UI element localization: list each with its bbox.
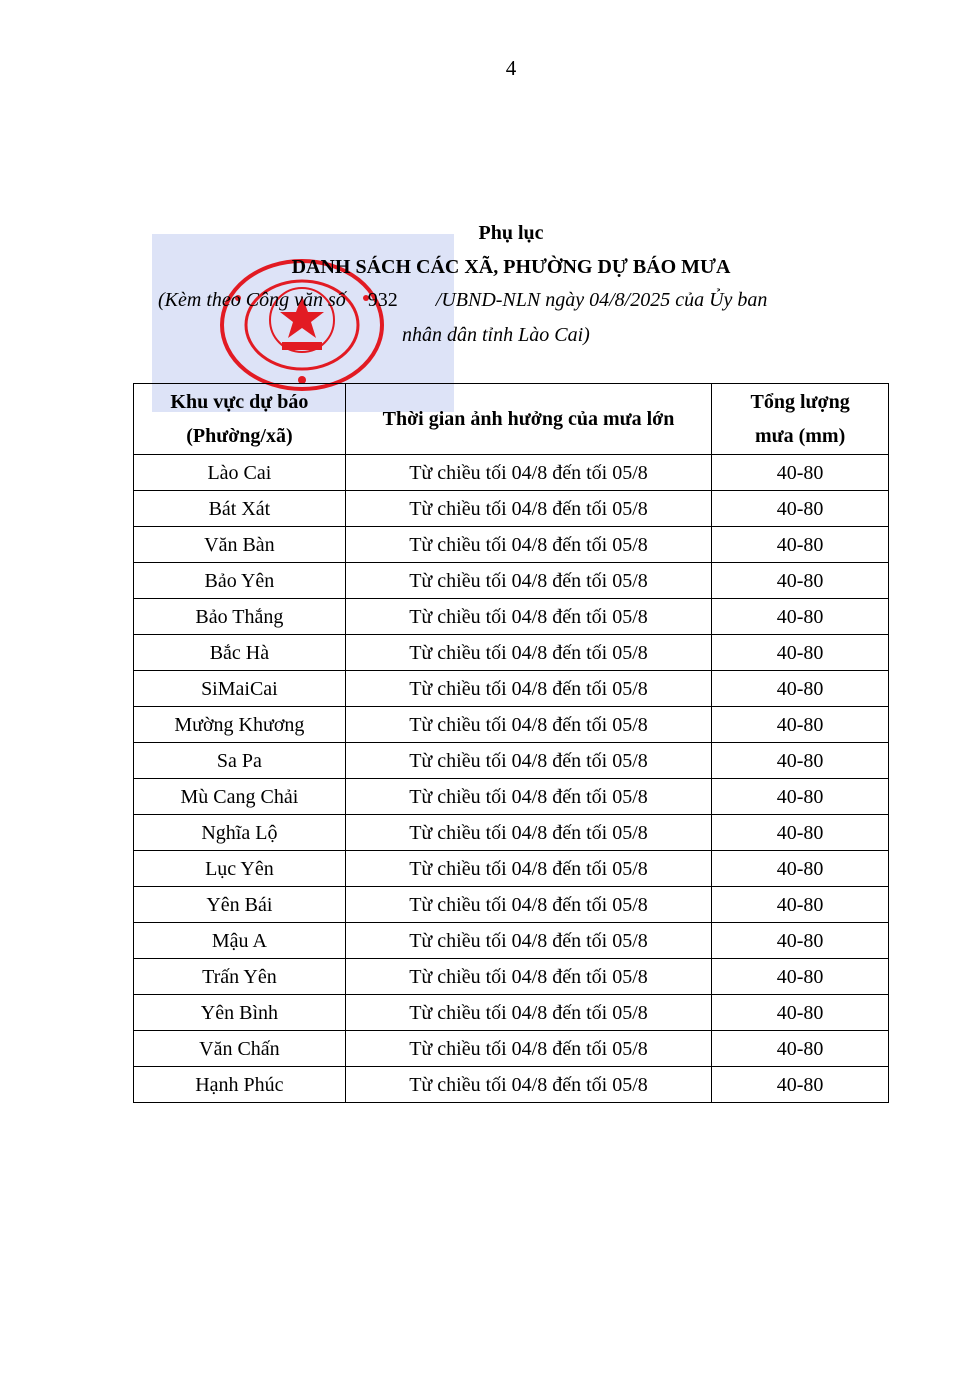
area-cell: Bắc Hà [134, 635, 346, 671]
header-rainfall-line-1: Tổng lượng [750, 391, 850, 413]
rainfall-cell: 40-80 [712, 1031, 889, 1067]
time-cell: Từ chiều tối 04/8 đến tối 05/8 [345, 923, 711, 959]
time-cell: Từ chiều tối 04/8 đến tối 05/8 [345, 887, 711, 923]
area-cell: Mù Cang Chải [134, 779, 346, 815]
subtitle-suffix: /UBND-NLN ngày 04/8/2025 của Ủy ban [435, 289, 768, 311]
rainfall-cell: 40-80 [712, 455, 889, 491]
area-cell: Văn Chấn [134, 1031, 346, 1067]
area-cell: Bát Xát [134, 491, 346, 527]
header-time-label: Thời gian ảnh hưởng của mưa lớn [382, 408, 675, 430]
table-row [134, 491, 889, 527]
header-area-line-2: (Phường/xã) [186, 425, 293, 447]
area-cell: Hạnh Phúc [134, 1067, 346, 1103]
area-cell: Bảo Thắng [134, 599, 346, 635]
time-cell: Từ chiều tối 04/8 đến tối 05/8 [345, 635, 711, 671]
rainfall-cell: 40-80 [712, 563, 889, 599]
subtitle-prefix: (Kèm theo Công văn số [158, 289, 346, 311]
header-rainfall-line-2: mưa (mm) [754, 425, 846, 447]
area-cell: Mậu A [134, 923, 346, 959]
rainfall-cell: 40-80 [712, 743, 889, 779]
rainfall-cell: 40-80 [712, 995, 889, 1031]
rainfall-cell: 40-80 [712, 959, 889, 995]
rainfall-cell: 40-80 [712, 599, 889, 635]
table-row [134, 527, 889, 563]
area-cell: Trấn Yên [134, 959, 346, 995]
table-row [134, 923, 889, 959]
table-row [134, 887, 889, 923]
rainfall-cell: 40-80 [712, 635, 889, 671]
time-cell: Từ chiều tối 04/8 đến tối 05/8 [345, 707, 711, 743]
rainfall-cell: 40-80 [712, 851, 889, 887]
time-cell: Từ chiều tối 04/8 đến tối 05/8 [345, 1031, 711, 1067]
table-row [134, 671, 889, 707]
rainfall-cell: 40-80 [712, 923, 889, 959]
rainfall-cell: 40-80 [712, 887, 889, 923]
time-cell: Từ chiều tối 04/8 đến tối 05/8 [345, 491, 711, 527]
table-row [134, 851, 889, 887]
table-row [134, 779, 889, 815]
list-title: DANH SÁCH CÁC XÃ, PHƯỜNG DỰ BÁO MƯA [291, 256, 731, 278]
time-cell: Từ chiều tối 04/8 đến tối 05/8 [345, 779, 711, 815]
table-row [134, 995, 889, 1031]
header-rainfall [712, 384, 889, 455]
time-cell: Từ chiều tối 04/8 đến tối 05/8 [345, 743, 711, 779]
time-cell: Từ chiều tối 04/8 đến tối 05/8 [345, 815, 711, 851]
time-cell: Từ chiều tối 04/8 đến tối 05/8 [345, 995, 711, 1031]
time-cell: Từ chiều tối 04/8 đến tối 05/8 [345, 563, 711, 599]
table-row [134, 1031, 889, 1067]
time-cell: Từ chiều tối 04/8 đến tối 05/8 [345, 671, 711, 707]
area-cell: Mường Khương [134, 707, 346, 743]
table-row [134, 707, 889, 743]
page-number: 4 [505, 56, 517, 80]
rainfall-cell: 40-80 [712, 491, 889, 527]
table-row [134, 1067, 889, 1103]
appendix-label: Phụ lục [478, 222, 544, 244]
subtitle-line-1 [158, 283, 767, 317]
time-cell: Từ chiều tối 04/8 đến tối 05/8 [345, 455, 711, 491]
table-row [134, 599, 889, 635]
area-cell: SiMaiCai [134, 671, 346, 707]
document-number: 932 [367, 289, 398, 311]
time-cell: Từ chiều tối 04/8 đến tối 05/8 [345, 599, 711, 635]
area-cell: Lào Cai [134, 455, 346, 491]
rainfall-cell: 40-80 [712, 527, 889, 563]
header-area [134, 384, 346, 455]
subtitle-line-2: nhân dân tỉnh Lào Cai) [402, 324, 590, 346]
area-cell: Sa Pa [134, 743, 346, 779]
header-time [345, 384, 711, 455]
area-cell: Yên Bình [134, 995, 346, 1031]
header-area-line-1: Khu vực dự báo [170, 391, 309, 413]
table-row [134, 455, 889, 491]
table-row [134, 743, 889, 779]
time-cell: Từ chiều tối 04/8 đến tối 05/8 [345, 527, 711, 563]
area-cell: Bảo Yên [134, 563, 346, 599]
rainfall-cell: 40-80 [712, 1067, 889, 1103]
time-cell: Từ chiều tối 04/8 đến tối 05/8 [345, 1067, 711, 1103]
time-cell: Từ chiều tối 04/8 đến tối 05/8 [345, 851, 711, 887]
table-header-row [134, 384, 889, 455]
rainfall-cell: 40-80 [712, 779, 889, 815]
time-cell: Từ chiều tối 04/8 đến tối 05/8 [345, 959, 711, 995]
forecast-table [133, 383, 889, 1103]
rainfall-cell: 40-80 [712, 671, 889, 707]
table-row [134, 563, 889, 599]
area-cell: Nghĩa Lộ [134, 815, 346, 851]
table-row [134, 635, 889, 671]
area-cell: Văn Bàn [134, 527, 346, 563]
rainfall-cell: 40-80 [712, 707, 889, 743]
table-row [134, 815, 889, 851]
area-cell: Yên Bái [134, 887, 346, 923]
rainfall-cell: 40-80 [712, 815, 889, 851]
area-cell: Lục Yên [134, 851, 346, 887]
table-row [134, 959, 889, 995]
